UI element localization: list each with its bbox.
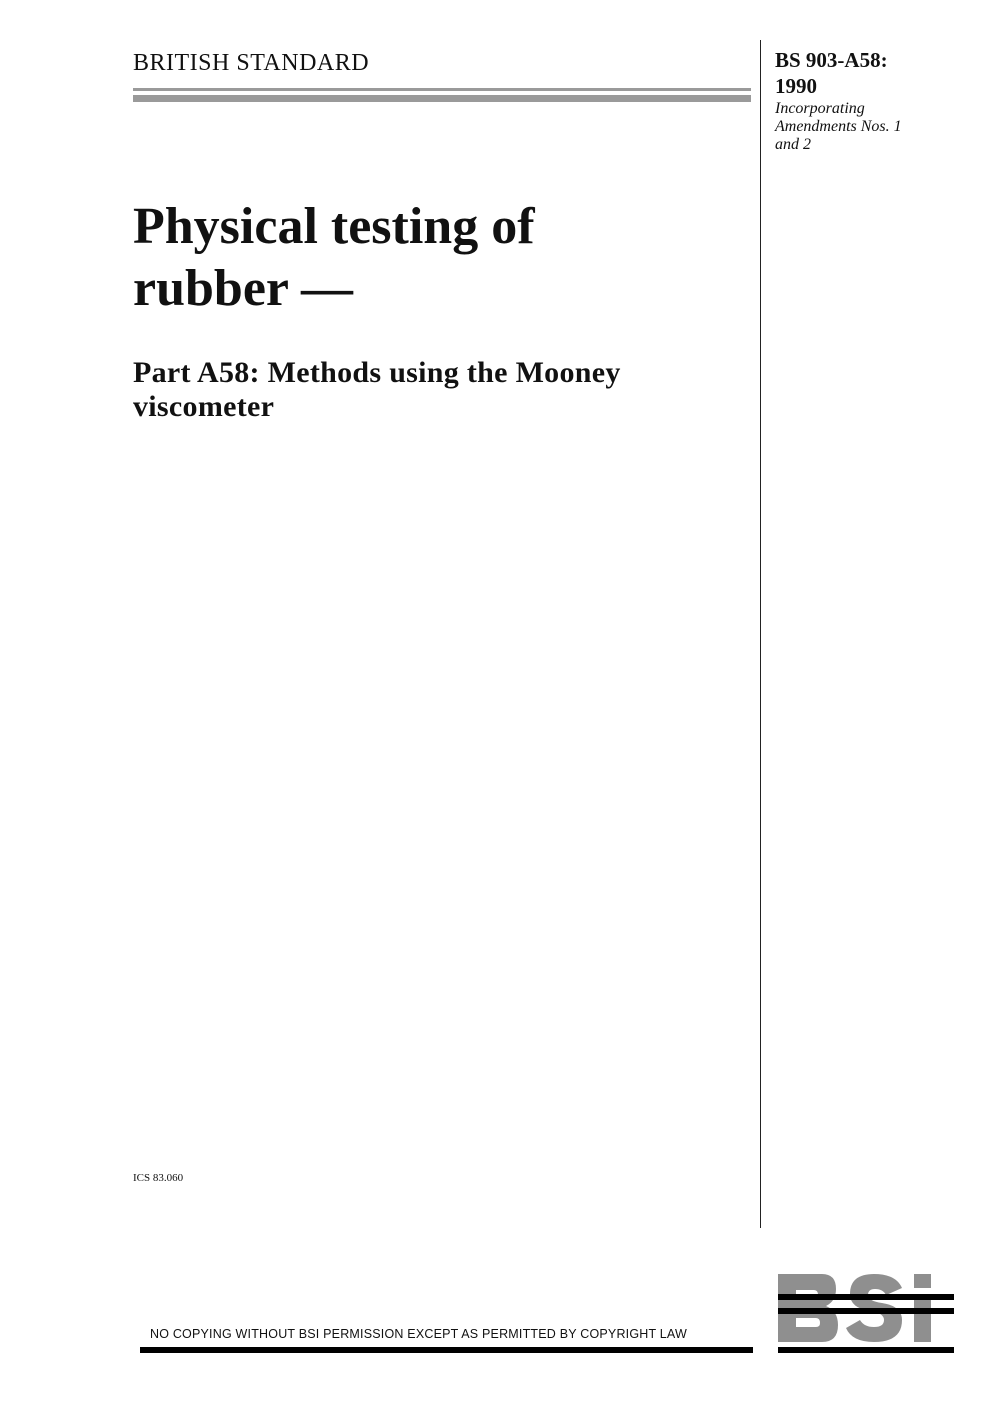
footer-rule-logo [778, 1347, 954, 1353]
amendments-line: Incorporating [775, 100, 865, 117]
series-label: BRITISH STANDARD [133, 50, 370, 76]
bsi-logo [778, 1274, 954, 1342]
subtitle-line: Part A58: Methods using the Mooney [133, 356, 621, 389]
subtitle-line: viscometer [133, 390, 275, 423]
document-subtitle [133, 356, 743, 424]
title-line: Physical testing of [133, 198, 535, 255]
amendments-line: and 2 [775, 136, 811, 153]
standard-number [775, 47, 888, 99]
amendments-note [775, 100, 945, 154]
amendments-line: Amendments Nos. 1 [775, 118, 902, 135]
document-title [133, 196, 743, 320]
margin-divider [760, 40, 761, 1228]
standard-number-line2: 1990 [775, 74, 817, 98]
standard-number-line1: BS 903-A58: [775, 48, 888, 72]
footer-rule [140, 1347, 753, 1353]
header-rule-thin [133, 88, 751, 91]
header-rule-thick [133, 95, 751, 102]
ics-code: ICS 83.060 [133, 1172, 184, 1184]
copyright-notice: NO COPYING WITHOUT BSI PERMISSION EXCEPT AS PERMITTED BY COPYRIGHT LAW [150, 1327, 688, 1341]
title-line: rubber — [133, 260, 354, 317]
